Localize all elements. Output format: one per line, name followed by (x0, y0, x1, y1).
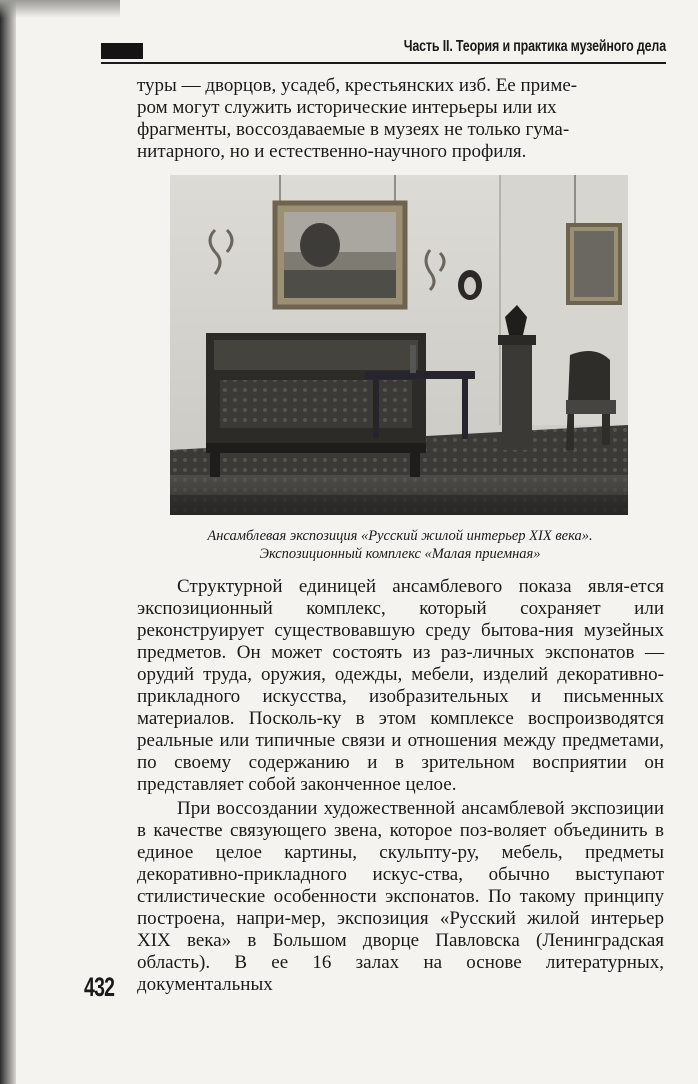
body-text-block (137, 576, 664, 996)
paragraph: Структурной единицей ансамблевого показа явля-ется экспозиционный комплекс, который сохраняет или реконструирует существовавшую среду бытова-ния музейных предметов. Он может состоять из раз-личных экспонатов — орудий труда, оружия, одежды, мебели, изделий декоративно-прикладного искусства, изобразительных и письменных материалов. Посколь-ку в этом комплексе воспроизводятся реальные или типичные связи и отношения между предметами, по своему содержанию и в зрительном восприятии он представляет собой законченное целое. (137, 576, 664, 795)
header-marker-block (101, 43, 143, 59)
page-top-shadow (0, 0, 120, 18)
page-number: 432 (84, 972, 115, 1002)
interior-photograph (170, 175, 628, 515)
paragraph: При воссоздании художественной ансамблевой экспозиции в качестве связующего звена, которое поз-воляет объединить в единое целое картины, скульпту-ру, мебель, предметы декоративно-прикладного искус-ства, обычно выступают стилистические особенности экспонатов. По такому принципу построена, напри-мер, экспозиция «Русский жилой интерьер XIX века» в Большом дворце Павловска (Ленинградская область). В ее 16 залах на основе литературных, документальных (137, 798, 664, 995)
page-binding-shadow (0, 0, 16, 1084)
top-text-block (137, 75, 664, 167)
text-line: ром могут служить исторические интерьеры или их (137, 97, 557, 118)
caption-line: Ансамблевая экспозиция «Русский жилой интерьер XIX века». (207, 528, 593, 544)
figure-caption (140, 527, 660, 563)
interior-photo-illustration (170, 175, 628, 515)
text-line: нитарного, но и естественно-научного профиля. (137, 141, 527, 162)
header-rule (101, 62, 666, 64)
text-line: туры — дворцов, усадеб, крестьянских изб. Ее приме- (137, 75, 578, 96)
caption-line: Экспозиционный комплекс «Малая приемная» (259, 546, 541, 562)
running-head: Часть II. Теория и практика музейного дела (403, 38, 666, 55)
text-line: фрагменты, воссоздаваемые в музеях не только гума- (137, 119, 570, 140)
